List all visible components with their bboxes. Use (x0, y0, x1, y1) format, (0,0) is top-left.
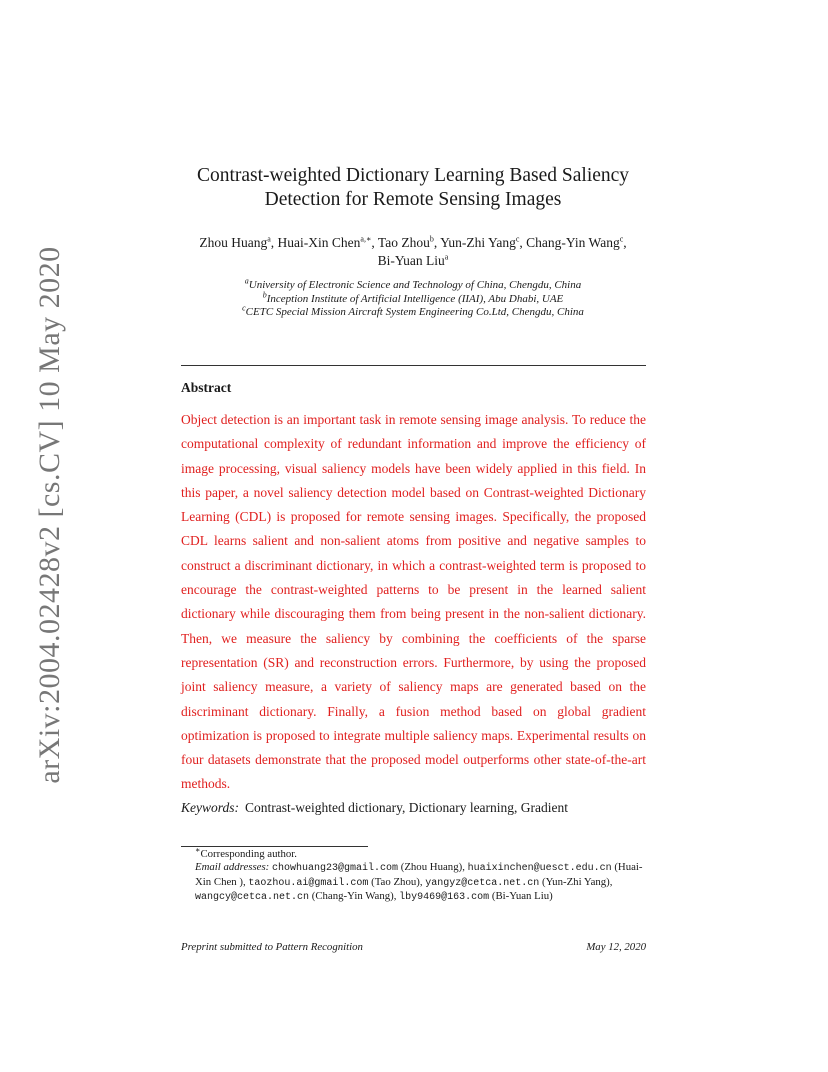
keywords (181, 800, 646, 816)
affiliations (170, 276, 656, 320)
author: Yun-Zhi Yang$^c$, (440, 234, 527, 250)
footnotes (181, 845, 646, 905)
author-list (190, 234, 636, 270)
keywords-text: Contrast-weighted dictionary, Dictionary learning, Gradient (245, 800, 569, 815)
abstract-text: Object detection is an important task in remote sensing image analysis. To reduce the computational complexity of redundant information and improve the efficiency of image processing, visual saliency models have been widely applied in this field. In this paper, a novel saliency detection model based on Contrast-weighted Dictionary Learning (CDL) is proposed for remote sensing images. Specifically, the proposed CDL learns salient and non-salient atoms from positive and negative samples to construct a discriminant dictionary, in which a contrast-weighted term is proposed to encourage the contrast-weighted patterns to be present in the learned salient dictionary while discouraging them from being present in the non-salient dictionary. Then, we measure the saliency by combining the coefficients of the sparse representation (SR) and reconstruction errors. Furthermore, by using the proposed joint saliency measure, a variety of saliency maps are generated based on the discriminant dictionary. Finally, a fusion method based on global gradient optimization is proposed to integrate multiple saliency maps. Experimental results on four datasets demonstrate that the proposed model outperforms other state-of-the-art methods. (181, 412, 646, 792)
arxiv-identifier: arXiv:2004.02428v2 [cs.CV] 10 May 2020 (33, 246, 66, 784)
keywords-label: Keywords: (181, 800, 239, 815)
email-addresses: Email addresses: chowhuang23@gmail.com (Zhou Huang), huaixinchen@uesct.edu.cn (Huai-Xin Chen ), taozhou.ai@gmail.com (Tao Zhou), yangyz@cetca.net.cn (Yun-Zhi Yang), wangcy@cetca.net.cn (Chang-Yin Wang), lby9469@163.com (Bi-Yuan Liu) (195, 861, 643, 904)
footnote-divider (181, 846, 368, 847)
email-link[interactable]: chowhuang23@gmail.com (271, 863, 399, 875)
author: Bi-Yuan Liu$^a$ (377, 252, 449, 268)
author: Tao Zhou$^b$, (377, 234, 441, 250)
paper-title (170, 164, 656, 212)
affiliation: $^b$Inception Institute of Artificial Intelligence (IIAI), Abu Dhabi, UAE (262, 289, 564, 305)
affiliation: $^a$University of Electronic Science and Technology of China, Chengdu, China (244, 276, 582, 291)
abstract-heading: Abstract (181, 380, 232, 395)
title-line-2: Detection for Remote Sensing Images (264, 189, 562, 210)
submission-date: May 12, 2020 (586, 941, 646, 953)
title-line-1: Contrast-weighted Dictionary Learning Based Saliency (196, 165, 630, 186)
abstract-divider (181, 365, 646, 366)
preprint-note: Preprint submitted to Pattern Recognition (181, 941, 363, 953)
author: Zhou Huang$^a$, (199, 234, 278, 250)
email-link[interactable]: huaixinchen@uesct.edu.cn (467, 863, 612, 875)
email-link[interactable]: lby9469@163.com (399, 892, 490, 904)
email-link[interactable]: wangcy@cetca.net.cn (195, 892, 310, 904)
email-link[interactable]: yangyz@cetca.net.cn (425, 877, 540, 889)
email-label: Email addresses: (195, 861, 270, 874)
corresponding-author-note: ∗Corresponding author. (195, 845, 297, 860)
affiliation: $^c$CETC Special Mission Aircraft System Engineering Co.Ltd, Chengdu, China (242, 303, 584, 318)
email-link[interactable]: taozhou.ai@gmail.com (248, 877, 369, 889)
author: Huai-Xin Chen$^{a,∗}$, (277, 234, 378, 250)
author: Chang-Yin Wang$^c$, (526, 234, 627, 250)
